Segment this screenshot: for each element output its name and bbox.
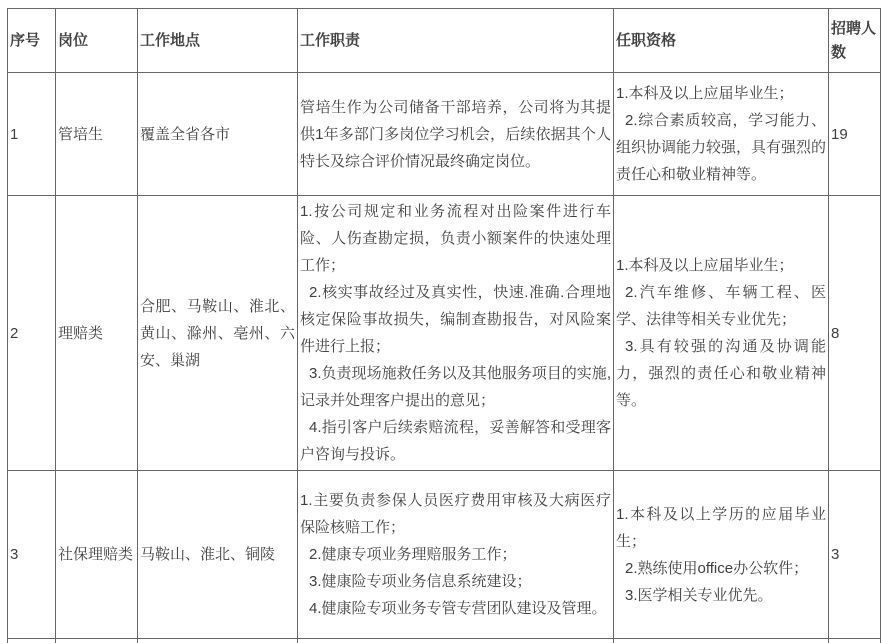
cell-qualifications: 1.本科及以上学历的应届毕业生； 2.熟练使用office办公软件； 3.医学相关专业优先。 <box>614 471 829 639</box>
cell-index: 2 <box>8 196 56 471</box>
cell-position <box>56 639 138 643</box>
cell-qualifications: 1.本科及以上应届毕业生； 2.综合素质较高，学习能力、组织协调能力较强，具有强烈的责任心和敬业精神等。 <box>614 73 829 196</box>
cell-position: 理赔类 <box>56 196 138 471</box>
header-row <box>8 9 881 73</box>
table-row-3 <box>8 471 881 639</box>
column-header-qualifications: 任职资格 <box>614 9 829 73</box>
cell-location: 合肥、马鞍山、淮北、黄山、滁州、亳州、六安、巢湖 <box>138 196 298 471</box>
cell-headcount: 3 <box>829 471 881 639</box>
cell-duties: 1.主要负责参保人员医疗费用审核及大病医疗保险核赔工作； 2.健康专项业务理赔服务工作； 3.健康险专项业务信息系统建设； 4.健康险专项业务专管专营团队建设及管理。 <box>298 471 614 639</box>
cell-qualifications <box>614 639 829 643</box>
cell-index: 3 <box>8 471 56 639</box>
cell-duties: 管培生作为公司储备干部培养，公司将为其提供1年多部门多岗位学习机会，后续依据其个人特长及综合评价情况最终确定岗位。 <box>298 73 614 196</box>
cell-location: 马鞍山、淮北、铜陵 <box>138 471 298 639</box>
column-header-duties: 工作职责 <box>298 9 614 73</box>
cell-duties <box>298 639 614 643</box>
column-header-location: 工作地点 <box>138 9 298 73</box>
column-header-headcount: 招聘人数 <box>829 9 881 73</box>
cell-headcount: 8 <box>829 196 881 471</box>
column-header-index: 序号 <box>8 9 56 73</box>
table-row-1 <box>8 73 881 196</box>
cell-location: 覆盖全省各市 <box>138 73 298 196</box>
cell-index <box>8 639 56 643</box>
cell-index: 1 <box>8 73 56 196</box>
cell-qualifications: 1.本科及以上应届毕业生； 2.汽车维修、车辆工程、医学、法律等相关专业优先； 3.具有较强的沟通及协调能力，强烈的责任心和敬业精神等。 <box>614 196 829 471</box>
cell-position: 社保理赔类 <box>56 471 138 639</box>
cell-duties: 1.按公司规定和业务流程对出险案件进行车险、人伤查勘定损，负责小额案件的快速处理工作； 2.核实事故经过及真实性，快速.准确.合理地核定保险事故损失，编制查勘报告，对风险案件进行上报； 3.负责现场施救任务以及其他服务项目的实施,记录并处理客户提出的意见； 4.指引客户后续索赔流程，妥善解答和受理客户咨询与投诉。 <box>298 196 614 471</box>
cell-headcount: 19 <box>829 73 881 196</box>
column-header-position: 岗位 <box>56 9 138 73</box>
cell-headcount <box>829 639 881 643</box>
table-row-partial <box>8 639 881 643</box>
job-recruitment-table <box>7 8 881 643</box>
cell-position: 管培生 <box>56 73 138 196</box>
cell-location <box>138 639 298 643</box>
table-row-2 <box>8 196 881 471</box>
